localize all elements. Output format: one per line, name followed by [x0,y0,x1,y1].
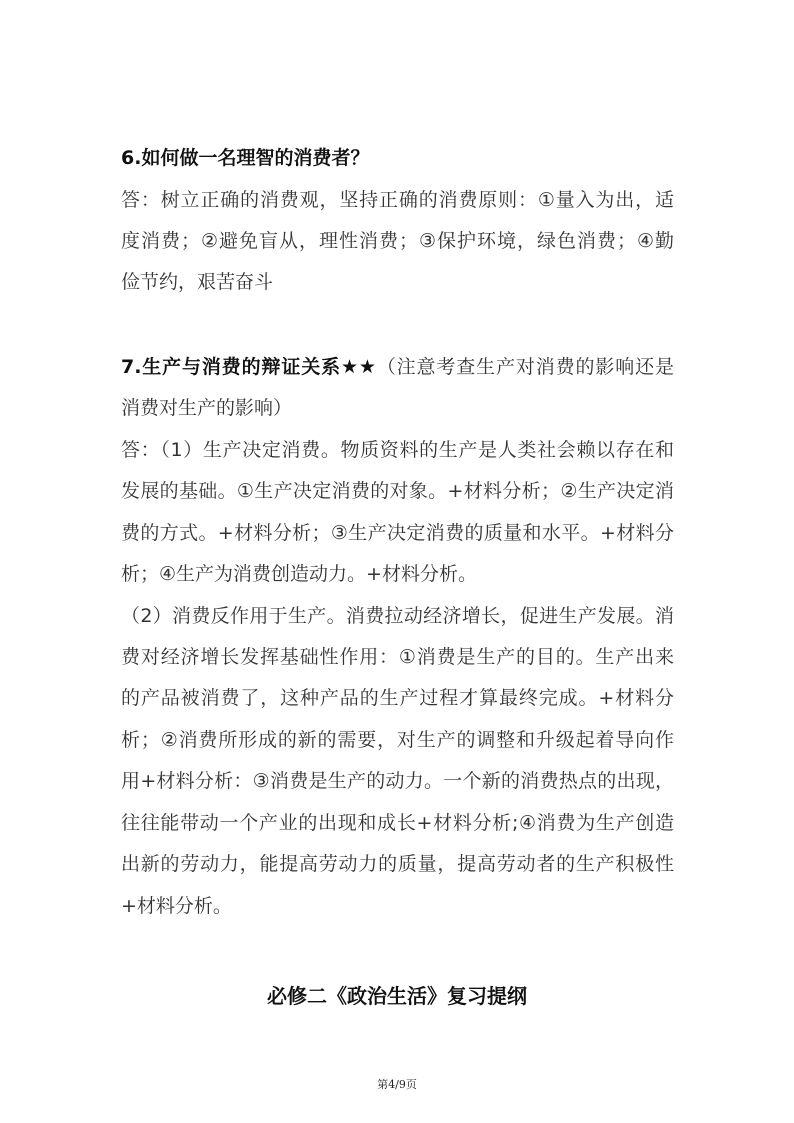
answer-line: 俭节约，艰苦奋斗 [121,271,274,293]
answer-line: +材料分析。 [121,895,232,917]
answer-line: 发展的基础。①生产决定消费的对象。+材料分析；②生产决定消 [121,480,674,502]
question-7-title-bold: 7.生产与消费的辩证关系★★ [121,356,377,378]
question-7-title-line2: 消费对生产的影响） [121,397,293,419]
answer-line: 答：（1）生产决定消费。物质资料的生产是人类社会赖以存在和 [121,439,674,461]
question-7-title [121,355,674,379]
answer-line: 费对经济增长发挥基础性作用：①消费是生产的目的。生产出来 [121,646,674,668]
question-7-title-note: （注意考查生产对消费的影响还是 [376,356,674,378]
answer-line: 答：树立正确的消费观，坚持正确的消费原则：①量入为出，适 [121,189,674,211]
answer-line: 析；④生产为消费创造动力。+材料分析。 [121,563,477,585]
answer-line: 析；②消费所形成的新的需要，对生产的调整和升级起着导向作 [121,729,674,751]
answer-line: 用+材料分析：③消费是生产的动力。一个新的消费热点的出现， [121,770,674,792]
question-6-title: 6.如何做一名理智的消费者？ [121,147,370,169]
answer-line: 出新的劳动力，能提高劳动力的质量，提高劳动者的生产积极性 [121,853,674,875]
answer-line: 度消费；②避免盲从，理性消费；③保护环境，绿色消费；④勤 [121,230,674,252]
page-footer: 第4/9页 [377,1078,417,1091]
answer-line: 的产品被消费了，这种产品的生产过程才算最终完成。+材料分 [121,687,674,709]
answer-line: 费的方式。+材料分析；③生产决定消费的质量和水平。+材料分 [121,522,674,544]
section-heading: 必修二《政治生活》复习提纲 [267,984,527,1008]
answer-line: （2）消费反作用于生产。消费拉动经济增长，促进生产发展。消 [121,605,674,627]
answer-line: 往往能带动一个产业的出现和成长+材料分析;④消费为生产创造 [121,812,674,834]
